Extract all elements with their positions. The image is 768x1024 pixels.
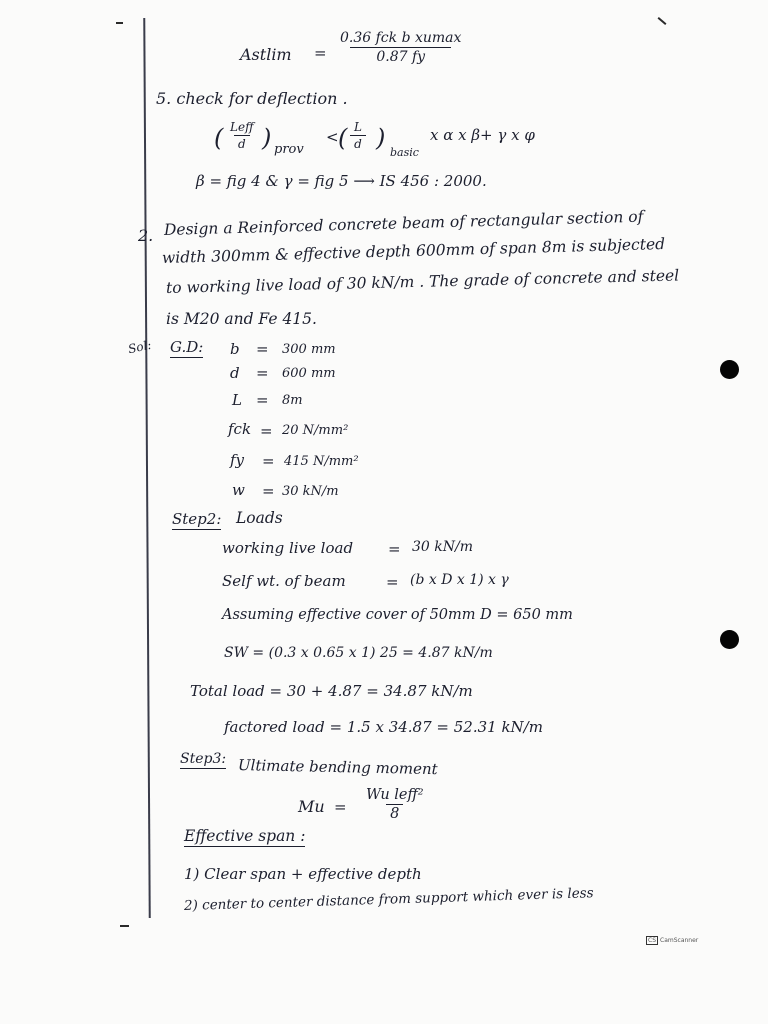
step2-title: Loads [236,509,283,527]
corner-mark-bottom-left [120,925,129,927]
given-eq: = [262,482,275,500]
given-val: 300 mm [282,342,336,357]
mu-numerator: Wu leff² [366,787,424,803]
sol-label: Sol: [126,337,153,357]
lhs-paren-open: ( [214,124,224,152]
margin-line [143,18,150,918]
problem-line-1: Design a Reinforced concrete beam of rectangular section of [163,207,644,239]
problem-number: 2. [138,226,154,245]
rhs-paren-open: ( [338,124,348,152]
mu-fraction [362,787,428,822]
given-sym: w [232,481,245,499]
given-eq: = [262,452,275,470]
astlim-denominator: 0.87 fy [350,47,451,65]
given-sym: L [232,391,242,409]
given-val: 600 mm [282,366,336,381]
mu-denominator: 8 [386,804,403,822]
effective-span-heading: Effective span : [184,827,306,845]
given-sym: b [230,340,240,358]
problem-line-2: width 300mm & effective depth 600mm of span 8m is subjected [161,234,666,267]
effective-span-item-2: 2) center to center distance from support which ever is less [183,885,594,914]
problem-line-3: to working live load of 30 kN/m . The grade of concrete and steel [165,266,680,297]
total-load: Total load = 30 + 4.87 = 34.87 kN/m [190,682,473,700]
corner-mark-top-left [116,22,123,24]
given-eq: = [256,364,269,382]
given-val: 415 N/mm² [284,454,359,469]
self-weight-eq: = [386,573,399,591]
assume-cover: Assuming effective cover of 50mm D = 650 mm [222,607,573,623]
rhs-den: d [350,135,366,151]
rhs-paren-close: ) [376,124,386,152]
rhs-ratio [350,120,366,151]
given-eq: = [256,391,269,409]
step2-label: Step2: [172,510,222,528]
astlim-eq: = [314,44,327,62]
working-load-eq: = [388,540,401,558]
rhs-num: L [354,120,362,134]
lhs-sub: prov [274,142,304,157]
given-val: 8m [282,393,303,408]
lhs-paren-close: ) [262,124,272,152]
given-sym: d [230,364,240,382]
problem-line-4: is M20 and Fe 415. [166,310,317,328]
given-sym: fck [228,420,252,438]
self-weight-val: (b x D x 1) x γ [410,572,509,588]
lhs-den: d [234,135,250,151]
rhs-sub: basic [390,146,419,159]
given-sym: fy [230,451,245,469]
lhs-ratio [226,120,258,151]
given-label: G.D: [170,338,204,356]
astlim-numerator: 0.36 fck b xumax [340,30,462,46]
punch-hole-bottom [720,630,739,649]
self-weight-calc: SW = (0.3 x 0.65 x 1) 25 = 4.87 kN/m [224,645,493,661]
corner-mark-top-right [658,17,667,25]
lhs-num: Leff [230,120,254,134]
deflection-heading: 5. check for deflection . [156,89,348,108]
scanner-logo-icon: CS [648,937,656,944]
deflection-inequality [214,118,594,168]
step3-label: Step3: [180,751,227,767]
factored-load: factored load = 1.5 x 34.87 = 52.31 kN/m [224,718,543,736]
self-weight-label: Self wt. of beam [222,572,346,590]
step3-title: Ultimate bending moment [237,756,438,779]
given-eq: = [256,340,269,358]
given-val: 30 kN/m [282,484,339,499]
lt-sign: < [326,128,339,146]
punch-hole-top [720,360,739,379]
scanner-brand: CamScanner [660,937,699,944]
mu-eq: = [334,798,347,816]
astlim-fraction [336,30,465,65]
deflection-reference: β = fig 4 & γ = fig 5 ⟶ IS 456 : 2000. [196,172,487,190]
given-eq: = [260,422,273,440]
working-load-val: 30 kN/m [412,539,473,555]
deflection-factors: x α x β+ γ x φ [430,126,535,144]
mu-lhs: Mu [298,797,325,816]
given-val: 20 N/mm² [282,423,349,438]
astlim-lhs: Astlim [240,45,292,64]
effective-span-item-1: 1) Clear span + effective depth [184,865,422,883]
scanner-watermark [646,936,698,945]
working-load-label: working live load [222,539,354,557]
